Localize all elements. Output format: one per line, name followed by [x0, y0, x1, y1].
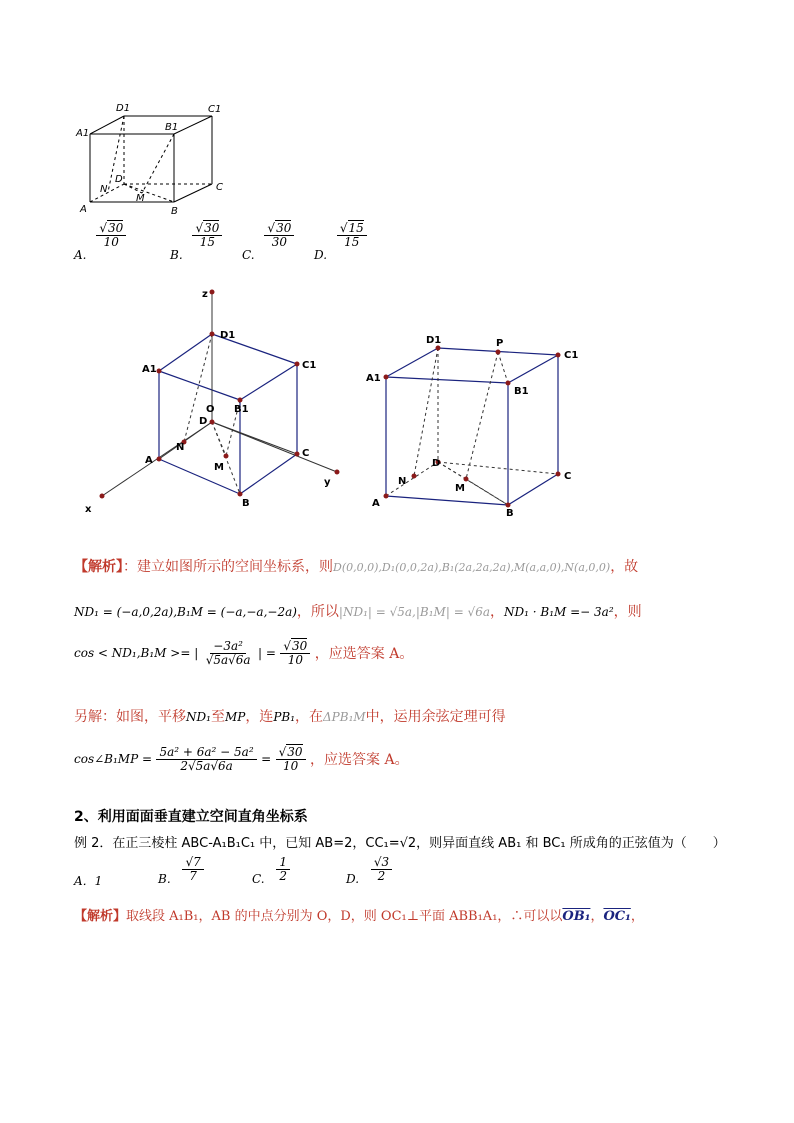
- option-c: C. $\frac{√30}{30}$: [242, 222, 294, 262]
- label-C: C: [216, 182, 223, 193]
- label-B1: B1: [514, 386, 529, 397]
- label-O: O: [206, 404, 215, 415]
- example-2-options: [74, 856, 494, 896]
- analysis-line-1: 【解析】：建立如图所示的空间坐标系，则D(0,0,0),D₁(0,0,2a),B₁(2a,2a,2a),M(a,a,0),N(a,0,0)，故: [74, 559, 639, 575]
- label-M: M: [455, 483, 465, 494]
- alt-formula-line: cos∠B₁MP = $\frac{\text{5a² + 6a² − 5a²}}{2√5a√6a}$ = $\frac{√30}{10}$ ，应选答案 A。: [74, 745, 409, 773]
- label-B: B: [171, 206, 178, 217]
- label-M: M: [214, 462, 224, 473]
- label-C1: C1: [302, 360, 317, 371]
- example-2-analysis: 【解析】取线段 A₁B₁，AB 的中点分别为 O，D，则 OC₁⊥平面 ABB₁A₁，∴可以以OB₁，OC₁，: [74, 909, 644, 924]
- label-C: C: [564, 471, 572, 482]
- label-N: N: [398, 476, 407, 487]
- label-D1: D1: [220, 330, 236, 341]
- option-a: A. $\frac{√30}{10}$: [74, 222, 126, 262]
- label-A1: A1: [142, 364, 157, 375]
- axis-y: y: [324, 477, 331, 488]
- label-P: P: [496, 338, 504, 349]
- label-C1: C1: [208, 104, 222, 115]
- label-D: D: [432, 458, 441, 469]
- option-b: B. $\frac{√7}{7}$: [158, 856, 204, 886]
- label-N: N: [176, 442, 185, 453]
- option-d: D. $\frac{√3}{2}$: [346, 856, 392, 886]
- label-C1: C1: [564, 350, 579, 361]
- label-B: B: [506, 508, 514, 516]
- option-d: D. $\frac{√15}{15}$: [314, 222, 367, 262]
- label-B: B: [242, 498, 250, 509]
- label-B1: B1: [234, 404, 249, 415]
- analysis-line-3: cos < ND₁,B₁M >= | $\frac{\text{−3a²}}{√5a√6a}$ | = $\frac{√30}{10}$ ，应选答案 A。: [74, 639, 414, 667]
- option-c: C. $\frac{1}{2}$: [252, 856, 290, 886]
- label-D: D: [115, 174, 123, 185]
- figure-cuboid-small: [70, 98, 230, 218]
- analysis-tag: 【解析】: [74, 559, 123, 575]
- label-B1: B1: [165, 122, 179, 133]
- alt-solution-line: 另解：如图，平移ND₁至MP，连PB₁，在ΔPB₁M中，运用余弦定理可得: [74, 709, 506, 725]
- option-letter: A.: [74, 248, 87, 262]
- label-D: D: [199, 416, 208, 427]
- figure-cube-axes: [82, 284, 352, 516]
- label-M: M: [136, 193, 145, 204]
- label-A1: A1: [76, 128, 90, 139]
- option-b: B. $\frac{√30}{15}$: [170, 222, 222, 262]
- label-D1: D1: [426, 335, 442, 346]
- label-C: C: [302, 448, 310, 459]
- analysis-line-2: ND₁ = (−a,0,2a),B₁M = (−a,−a,−2a)，所以|ND₁| = √5a,|B₁M| = √6a，ND₁ · B₁M =− 3a²，则: [74, 604, 642, 620]
- label-A1: A1: [366, 373, 381, 384]
- axis-z: z: [202, 289, 208, 300]
- label-A: A: [372, 498, 380, 509]
- label-A: A: [145, 455, 153, 466]
- axis-x: x: [85, 504, 92, 515]
- option-a: A．1: [74, 874, 103, 888]
- label-A: A: [80, 204, 87, 215]
- label-D1: D1: [116, 103, 131, 114]
- section-heading: 2、利用面面垂直建立空间直角坐标系: [74, 809, 308, 825]
- figure-cube-p: [364, 330, 584, 516]
- label-N: N: [100, 184, 108, 195]
- example-2-text: 例 2．在正三棱柱 ABC-A₁B₁C₁ 中，已知 AB=2，CC₁=√2，则异面直线 AB₁ 和 BC₁ 所成角的正弦值为（ ）: [74, 836, 726, 851]
